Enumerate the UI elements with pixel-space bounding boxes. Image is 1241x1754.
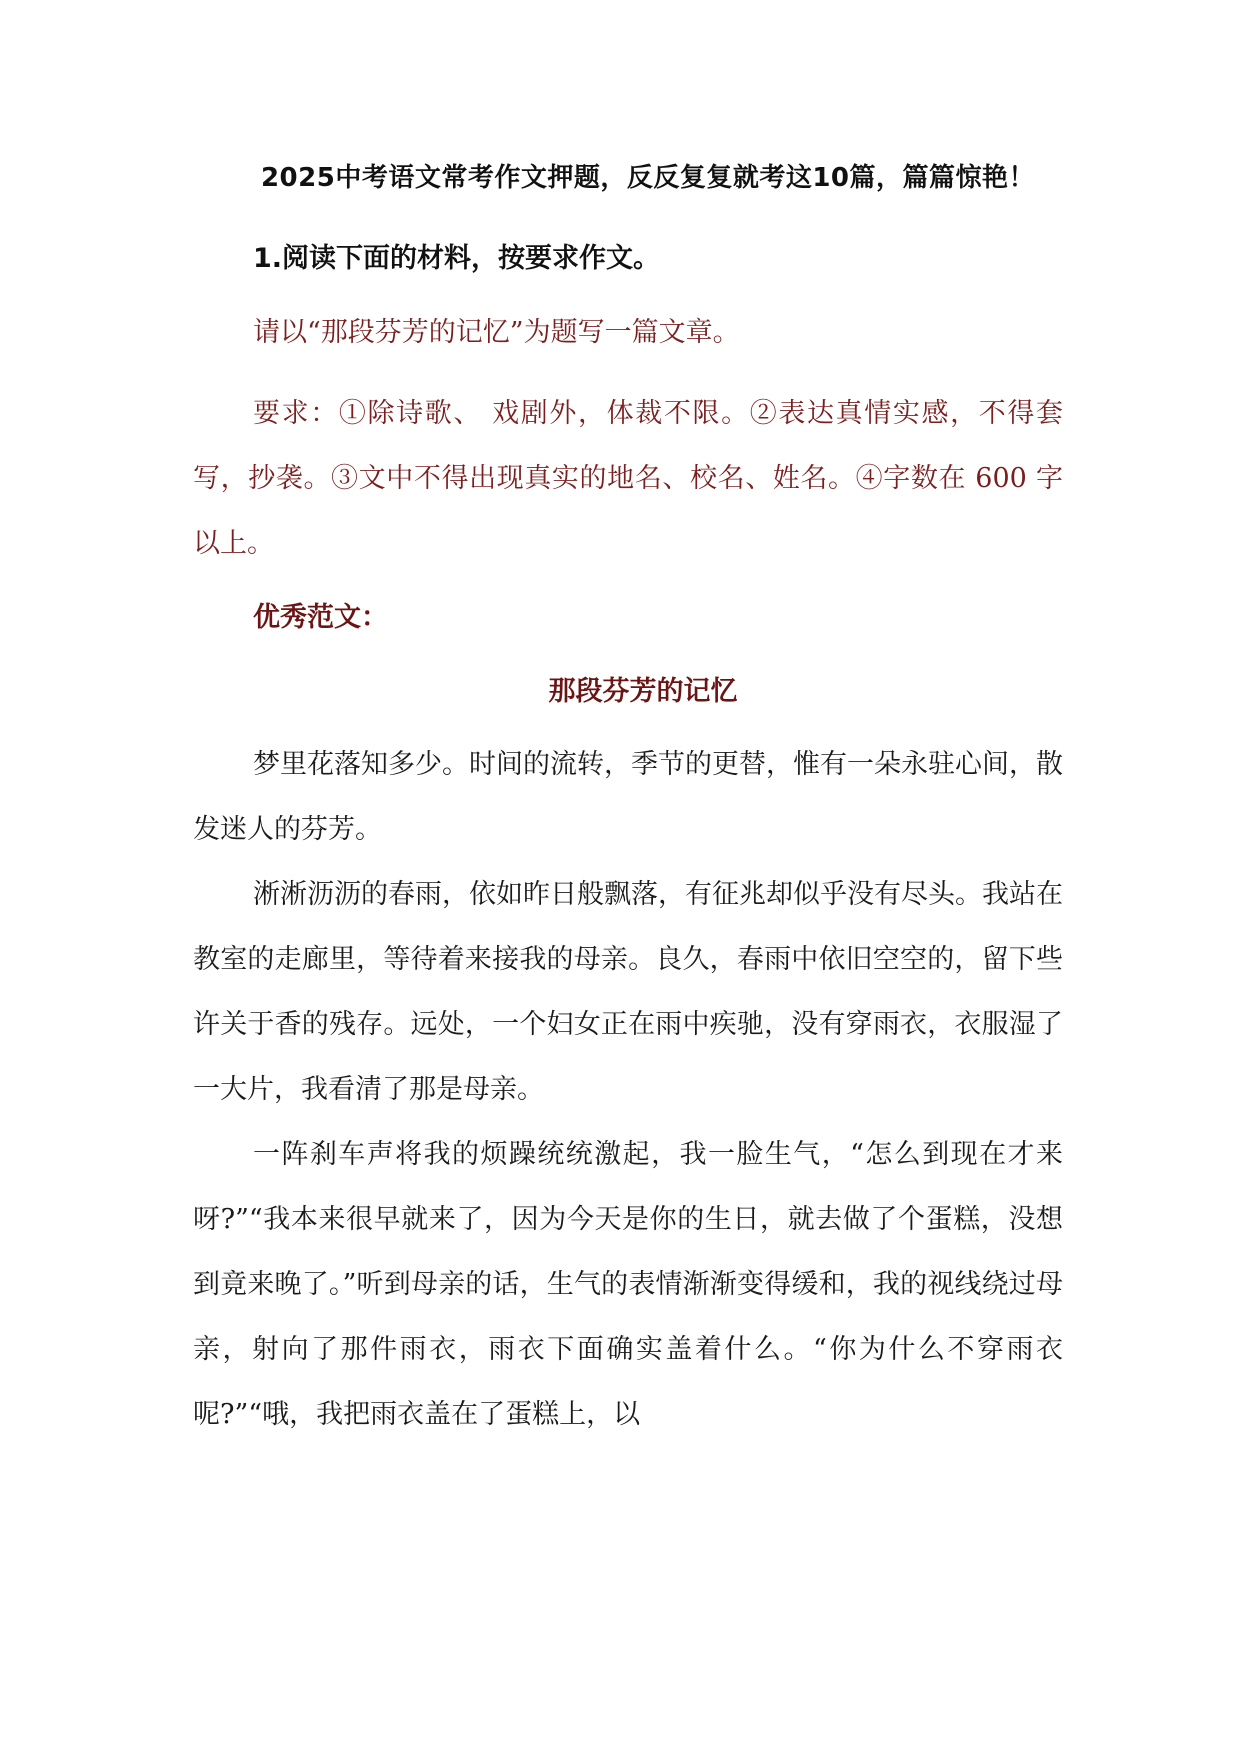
document-content [193,160,1063,1447]
essay-paragraph: 梦里花落知多少。时间的流转，季节的更替，惟有一朵永驻心间，散发迷人的芬芳。 [193,749,1063,845]
essay-prompt: 请以“那段芬芳的记忆”为题写一篇文章。 [253,317,740,348]
question-heading: 1.阅读下面的材料，按要求作文。 [253,243,661,274]
sample-essay-label: 优秀范文： [253,602,388,633]
document-title: 2025中考语文常考作文押题，反反复复就考这10篇，篇篇惊艳！ [260,163,1036,193]
essay-title: 那段芬芳的记忆 [548,676,738,707]
essay-paragraph: 一阵刹车声将我的烦躁统统激起，我一脸生气，“怎么到现在才来呀?”“我本来很早就来了，因为今天是你的生日，就去做了个蛋糕，没想到竟来晚了。”听到母亲的话，生气的表情渐渐变得缓和，我的视线绕过母亲，射向了那件雨衣，雨衣下面确实盖着什么。“你为什么不穿雨衣呢?”“哦，我把雨衣盖在了蛋糕上，以 [193,1139,1063,1430]
essay-requirements: 要求：①除诗歌、 戏剧外，体裁不限。②表达真情实感，不得套写，抄袭。③文中不得出现真实的地名、校名、姓名。④字数在 600 字以上。 [193,398,1063,559]
essay-paragraph: 淅淅沥沥的春雨，依如昨日般飘落，有征兆却似乎没有尽头。我站在教室的走廊里，等待着来接我的母亲。良久，春雨中依旧空空的，留下些许关于香的残存。远处，一个妇女正在雨中疾驰，没有穿雨衣，衣服湿了一大片，我看清了那是母亲。 [193,879,1063,1105]
